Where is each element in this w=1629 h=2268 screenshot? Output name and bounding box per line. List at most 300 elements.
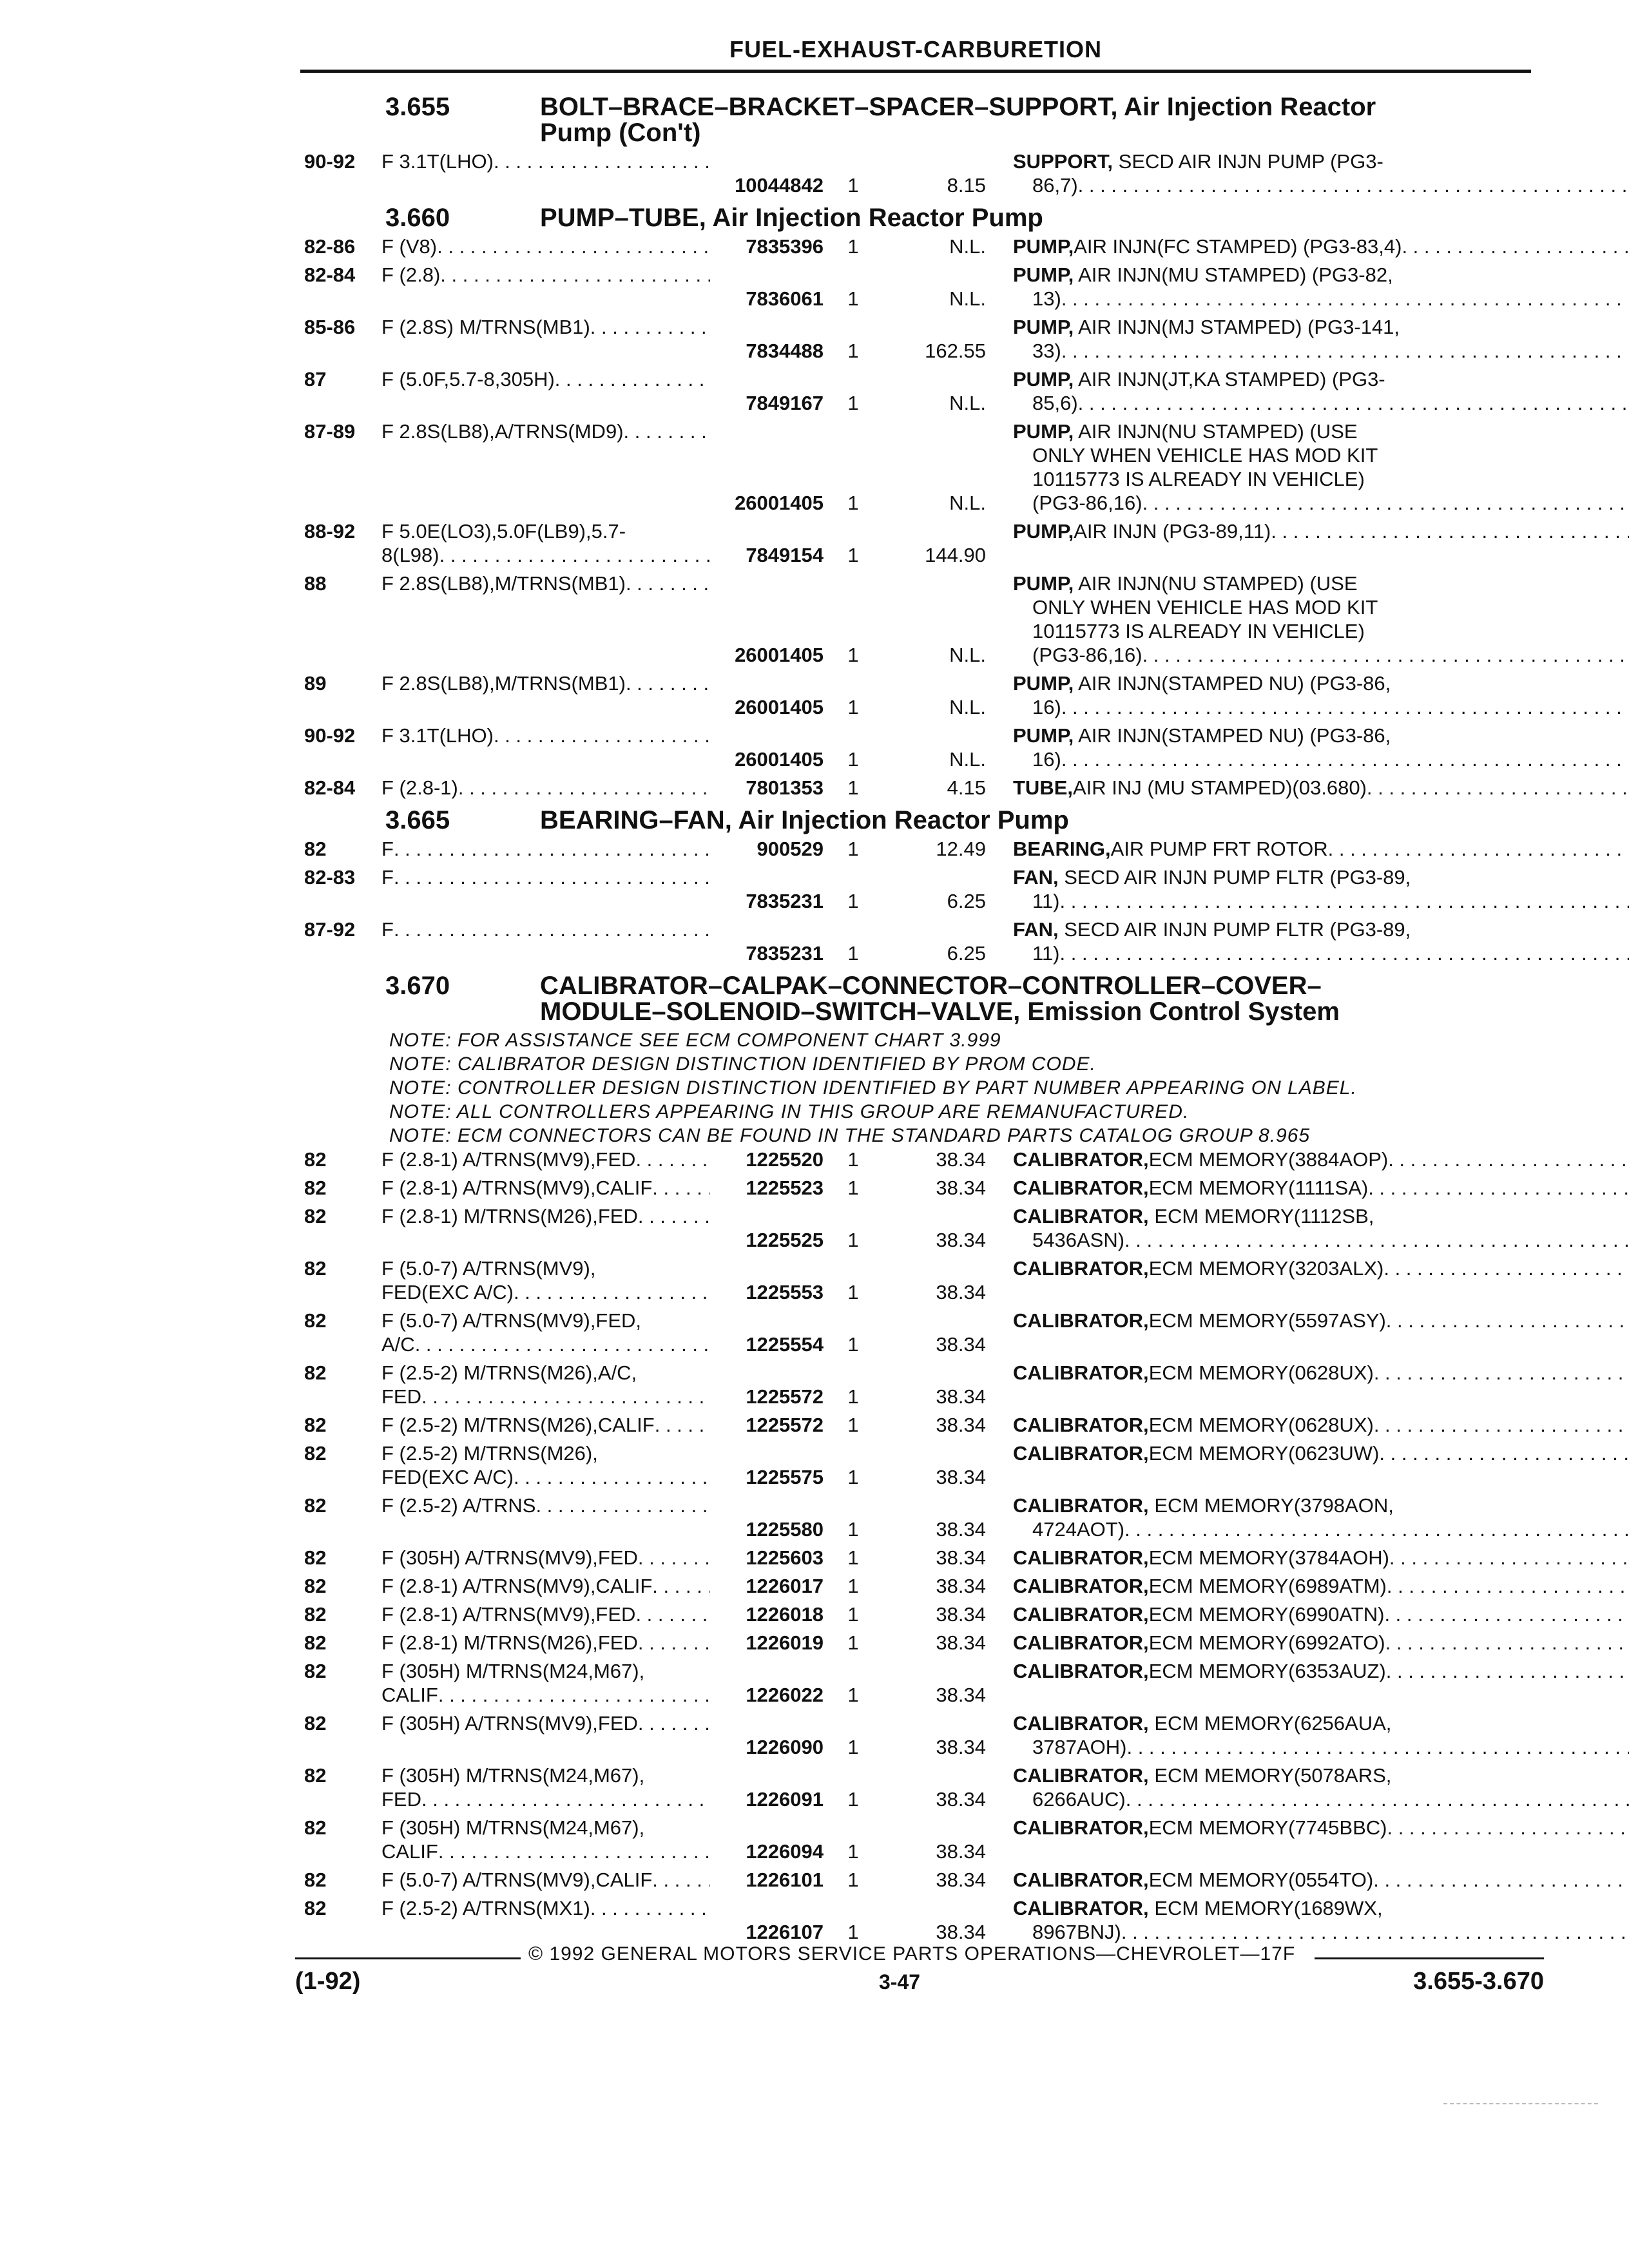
parts-row [304, 1494, 1528, 1541]
model-years: 82 [304, 1546, 327, 1569]
dot-leader [1124, 1228, 1629, 1252]
part-name [986, 1204, 1629, 1252]
quantity: 1 [847, 235, 859, 258]
part-name-text: 33) [1032, 340, 1061, 362]
part-name-line [1013, 339, 1629, 363]
model-years: 82 [304, 1603, 327, 1626]
model-years: 82 [304, 1631, 327, 1654]
application-description [381, 1602, 710, 1626]
quantity: 1 [847, 696, 859, 718]
parts-row [304, 1711, 1528, 1759]
part-name-line [1013, 889, 1629, 913]
part-name [986, 1631, 1629, 1655]
dot-leader [1379, 1441, 1629, 1465]
model-years: 89 [304, 672, 327, 695]
part-number: 26001405 [735, 748, 824, 771]
description-text: FED(EXC A/C) [381, 1281, 514, 1303]
part-number: 7836061 [746, 287, 824, 310]
part-name-text: 3787AOH) [1032, 1736, 1127, 1758]
description-text: CALIF [381, 1840, 438, 1863]
part-name-keyword: CALIBRATOR, [1013, 1257, 1149, 1280]
quantity: 1 [847, 1840, 859, 1863]
model-years: 82-86 [304, 235, 356, 258]
application-description [381, 1631, 710, 1655]
model-years: 87-92 [304, 918, 356, 941]
part-number: 26001405 [735, 644, 824, 666]
part-name-text: AIR INJN(MJ STAMPED) (PG3-141, [1078, 316, 1400, 338]
price: 38.34 [936, 1869, 986, 1891]
application-description [381, 671, 710, 719]
model-years: 82 [304, 1442, 327, 1465]
description-text: F [381, 918, 394, 941]
part-name [986, 1546, 1629, 1570]
model-years: 82 [304, 1869, 327, 1891]
part-name-text: ONLY WHEN VEHICLE HAS MOD KIT [1032, 596, 1378, 619]
part-name-text: AIR INJN(FC STAMPED) (PG3-83,4) [1074, 235, 1402, 258]
description-line [381, 1546, 710, 1570]
dot-leader [652, 1868, 710, 1892]
dot-leader [1388, 1148, 1629, 1171]
quantity: 1 [847, 1333, 859, 1356]
dot-leader [1060, 941, 1629, 965]
description-line [381, 263, 710, 287]
price: 12.49 [936, 838, 986, 860]
price: N.L. [949, 644, 986, 666]
part-name-keyword: PUMP, [1013, 316, 1074, 338]
application-description [381, 572, 710, 667]
description-line [381, 1148, 710, 1171]
parts-row [304, 1441, 1528, 1489]
part-name-line [1013, 1735, 1629, 1759]
price: N.L. [949, 287, 986, 310]
price: 38.34 [936, 1631, 986, 1654]
section-title-line: Pump (Con't) [540, 119, 701, 147]
dot-leader [624, 419, 710, 443]
quantity: 1 [847, 1546, 859, 1569]
part-number: 1226094 [746, 1840, 824, 1863]
part-number: 1225580 [746, 1518, 824, 1541]
description-line [381, 1683, 710, 1707]
part-name [986, 419, 1629, 515]
description-text: 8(L98) [381, 544, 439, 566]
part-name-text: ECM MEMORY(6989ATM) [1148, 1575, 1387, 1597]
part-name [986, 1494, 1629, 1541]
part-name-keyword: CALIBRATOR, [1013, 1712, 1149, 1735]
description-line [381, 1280, 710, 1304]
part-number: 1226017 [746, 1575, 824, 1597]
part-name-line [1013, 1631, 1629, 1655]
part-name [986, 1256, 1629, 1304]
dot-leader [1121, 1920, 1629, 1944]
part-number: 1225572 [746, 1385, 824, 1408]
description-text: F (2.8S) M/TRNS(MB1) [381, 316, 590, 338]
part-name-keyword: PUMP, [1013, 572, 1074, 595]
part-name-line [1013, 173, 1629, 197]
quantity: 1 [847, 492, 859, 514]
description-line [381, 1787, 710, 1811]
application-description [381, 1711, 710, 1759]
part-number: 1225523 [746, 1177, 824, 1199]
part-name [986, 1148, 1629, 1171]
part-name-line [1013, 1176, 1629, 1200]
dot-leader [638, 1546, 710, 1570]
part-name-keyword: PUMP, [1013, 264, 1074, 286]
description-line [381, 1176, 710, 1200]
section-title-line: CALIBRATOR–CALPAK–CONNECTOR–CONTROLLER–COVER– [540, 972, 1322, 1000]
part-name-line [1013, 1920, 1629, 1944]
price: 4.15 [947, 776, 986, 799]
quantity: 1 [847, 776, 859, 799]
quantity: 1 [847, 942, 859, 965]
dot-leader [421, 1787, 710, 1811]
description-line [381, 671, 710, 695]
quantity: 1 [847, 1414, 859, 1436]
application-description [381, 865, 710, 913]
description-text: FED [381, 1788, 421, 1811]
part-name-line [1013, 491, 1629, 515]
description-text: F 2.8S(LB8),M/TRNS(MB1) [381, 572, 626, 595]
application-description [381, 1309, 710, 1356]
dot-leader [590, 1896, 710, 1920]
part-name-line [1013, 865, 1629, 889]
quantity: 1 [847, 1466, 859, 1488]
description-text: F 3.1T(LHO) [381, 150, 494, 173]
description-line [381, 315, 710, 339]
application-description [381, 1413, 710, 1437]
description-text: A/C [381, 1333, 415, 1356]
footer-page-number: 3-47 [879, 1970, 921, 1994]
part-name-line [1013, 149, 1629, 173]
model-years: 82 [304, 1205, 327, 1227]
description-line: F 5.0E(LO3),5.0F(LB9),5.7- [381, 520, 626, 543]
part-number: 7835231 [746, 890, 824, 912]
price: N.L. [949, 235, 986, 258]
parts-row [304, 1148, 1528, 1171]
description-line: F (5.0-7) A/TRNS(MV9),FED, [381, 1309, 642, 1332]
price: N.L. [949, 392, 986, 414]
dot-leader [638, 1631, 710, 1655]
model-years: 82-84 [304, 776, 356, 799]
part-name-keyword: PUMP, [1013, 235, 1074, 258]
description-line [381, 1204, 710, 1228]
quantity: 1 [847, 748, 859, 771]
part-name [986, 572, 1629, 667]
part-name-line [1013, 1494, 1629, 1517]
part-number: 1225575 [746, 1466, 824, 1488]
description-text: F [381, 866, 394, 889]
parts-row [304, 776, 1528, 800]
part-name-line [1013, 747, 1629, 771]
description-text: F (5.0-7) A/TRNS(MV9),CALIF [381, 1869, 653, 1891]
model-years: 88-92 [304, 520, 356, 543]
price: 38.34 [936, 1466, 986, 1488]
application-description [381, 724, 710, 771]
section-heading [304, 205, 1528, 231]
dot-leader [494, 724, 710, 747]
part-number: 1226022 [746, 1684, 824, 1706]
description-text: F (305H) A/TRNS(MV9),FED [381, 1546, 638, 1569]
part-name-keyword: CALIBRATOR, [1013, 1442, 1149, 1465]
section-note: NOTE: ALL CONTROLLERS APPEARING IN THIS GROUP ARE REMANUFACTURED. [389, 1101, 1190, 1122]
application-description [381, 1256, 710, 1304]
part-name-keyword: PUMP, [1013, 724, 1074, 747]
parts-row [304, 1413, 1528, 1437]
part-name-keyword: CALIBRATOR, [1013, 1897, 1149, 1919]
application-description [381, 1204, 710, 1252]
model-years: 82 [304, 1660, 327, 1682]
part-name-line [1013, 918, 1629, 941]
quantity: 1 [847, 1631, 859, 1654]
dot-leader [438, 1840, 710, 1863]
description-line [381, 837, 710, 861]
description-text: F (2.8-1) A/TRNS(MV9),CALIF [381, 1177, 653, 1199]
part-name-text: 11) [1032, 890, 1060, 912]
price: 38.34 [936, 1385, 986, 1408]
part-name [986, 149, 1629, 197]
part-name-keyword: PUMP, [1013, 368, 1074, 390]
dot-leader [514, 1465, 710, 1489]
price: 38.34 [936, 1281, 986, 1303]
quantity: 1 [847, 1518, 859, 1541]
part-name-keyword: CALIBRATOR, [1013, 1869, 1149, 1891]
description-line [381, 149, 710, 173]
part-name-text: SECD AIR INJN PUMP FLTR (PG3-89, [1064, 866, 1411, 889]
part-name-text: AIR INJN(NU STAMPED) (USE [1078, 420, 1358, 443]
part-name-text: ECM MEMORY(5597ASY) [1148, 1309, 1386, 1332]
dot-leader [555, 367, 710, 391]
section-note: NOTE: FOR ASSISTANCE SEE ECM COMPONENT CHART 3.999 [389, 1030, 1001, 1051]
part-name-text: 10115773 IS ALREADY IN VEHICLE) [1032, 620, 1365, 642]
part-name-keyword: BEARING, [1013, 838, 1111, 860]
model-years: 82 [304, 1816, 327, 1839]
part-name-text: ECM MEMORY(1112SB, [1154, 1205, 1374, 1227]
dot-leader [652, 1176, 710, 1200]
price: 38.34 [936, 1788, 986, 1811]
part-name-text: ECM MEMORY(6256AUA, [1154, 1712, 1392, 1735]
part-name-text: SECD AIR INJN PUMP (PG3- [1118, 150, 1383, 173]
scan-mark [1443, 2103, 1598, 2104]
price: N.L. [949, 748, 986, 771]
description-line [381, 1711, 710, 1735]
part-number: 1225525 [746, 1229, 824, 1251]
dot-leader [626, 671, 710, 695]
part-number: 7801353 [746, 776, 824, 799]
part-name-text: 10115773 IS ALREADY IN VEHICLE) [1032, 468, 1365, 490]
quantity: 1 [847, 1736, 859, 1758]
model-years: 82 [304, 1361, 327, 1384]
model-years: 82 [304, 1257, 327, 1280]
part-number: 7849154 [746, 544, 824, 566]
section-heading [304, 807, 1528, 833]
part-name-keyword: CALIBRATOR, [1013, 1309, 1149, 1332]
part-name-line [1013, 1546, 1629, 1570]
model-years: 87 [304, 368, 327, 390]
quantity: 1 [847, 174, 859, 197]
application-description [381, 1361, 710, 1408]
part-name-line [1013, 1204, 1629, 1228]
dot-leader [1061, 339, 1629, 363]
dot-leader [394, 837, 710, 861]
parts-row [304, 1574, 1528, 1598]
section-title [540, 807, 1528, 833]
part-name [986, 1868, 1629, 1892]
description-line [381, 572, 710, 595]
dot-leader [635, 1148, 710, 1171]
footer-date: (1-92) [295, 1968, 361, 1995]
dot-leader [626, 572, 710, 595]
application-description [381, 1868, 710, 1892]
description-text: F 2.8S(LB8),A/TRNS(MD9) [381, 420, 624, 443]
model-years: 87-89 [304, 420, 356, 443]
part-name-line [1013, 235, 1629, 258]
description-line [381, 367, 710, 391]
dot-leader [1142, 491, 1629, 515]
part-name [986, 519, 1629, 567]
section-heading [304, 973, 1528, 1024]
part-name [986, 1602, 1629, 1626]
part-number: 7849167 [746, 392, 824, 414]
quantity: 1 [847, 1229, 859, 1251]
quantity: 1 [847, 1788, 859, 1811]
part-name-line [1013, 776, 1629, 800]
application-description [381, 419, 710, 515]
part-name-keyword: PUMP, [1013, 672, 1074, 695]
part-name-line [1013, 1602, 1629, 1626]
application-description [381, 149, 710, 197]
description-text: CALIF [381, 1684, 438, 1706]
part-name-line [1013, 1148, 1629, 1171]
part-name [986, 1413, 1629, 1437]
parts-row [304, 837, 1528, 861]
part-name-keyword: CALIBRATOR, [1013, 1205, 1149, 1227]
parts-row [304, 572, 1528, 667]
description-line [381, 235, 710, 258]
section-note: NOTE: ECM CONNECTORS CAN BE FOUND IN THE STANDARD PARTS CATALOG GROUP 8.965 [389, 1125, 1311, 1146]
dot-leader [437, 235, 710, 258]
part-number: 7835231 [746, 942, 824, 965]
parts-row [304, 1659, 1528, 1707]
description-line: F (5.0-7) A/TRNS(MV9), [381, 1257, 596, 1280]
part-name [986, 1574, 1629, 1598]
description-text: F (2.5-2) A/TRNS [381, 1494, 536, 1517]
parts-row [304, 1763, 1528, 1811]
price: 38.34 [936, 1414, 986, 1436]
part-number: 1226019 [746, 1631, 824, 1654]
part-name [986, 1441, 1629, 1489]
dot-leader [635, 1602, 710, 1626]
part-number: 1225603 [746, 1546, 824, 1569]
dot-leader [1061, 287, 1629, 311]
description-text: F (2.8-1) [381, 776, 458, 799]
part-name [986, 1659, 1629, 1707]
part-name-keyword: CALIBRATOR, [1013, 1177, 1149, 1199]
part-name-text: 5436ASN) [1032, 1229, 1125, 1251]
part-name-line [1013, 724, 1629, 747]
part-name-text: 4724AOT) [1032, 1518, 1125, 1541]
section-number: 3.655 [385, 93, 450, 121]
part-name [986, 671, 1629, 719]
dot-leader [1368, 1176, 1629, 1200]
part-number: 7834488 [746, 340, 824, 362]
parts-row [304, 1602, 1528, 1626]
description-text: F (305H) A/TRNS(MV9),FED [381, 1712, 638, 1735]
price: 38.34 [936, 1229, 986, 1251]
dot-leader [394, 918, 710, 941]
dot-leader [1271, 519, 1629, 543]
parts-row [304, 315, 1528, 363]
dot-leader [458, 776, 710, 800]
page-header: FUEL-EXHAUST-CARBURETION [729, 36, 1102, 62]
part-name-line [1013, 1711, 1629, 1735]
section-title [540, 205, 1528, 231]
description-text: F [381, 838, 394, 860]
part-name-keyword: PUMP, [1013, 420, 1074, 443]
part-name-text: (PG3-86,16) [1032, 492, 1142, 514]
part-name-line [1013, 941, 1629, 965]
part-name-text: AIR INJN(STAMPED NU) (PG3-86, [1078, 724, 1391, 747]
part-name-text: ECM MEMORY(0628UX) [1148, 1414, 1374, 1436]
dot-leader [439, 543, 710, 567]
dot-leader [638, 1204, 710, 1228]
description-text: F (2.5-2) M/TRNS(M26),CALIF [381, 1414, 655, 1436]
part-number: 1226107 [746, 1921, 824, 1943]
parts-row [304, 1204, 1528, 1252]
parts-row [304, 1256, 1528, 1304]
application-description [381, 1176, 710, 1200]
description-line [381, 1840, 710, 1863]
part-name-text: AIR INJN (PG3-89,11) [1074, 520, 1271, 543]
price: 38.34 [936, 1148, 986, 1171]
dot-leader [1124, 1517, 1629, 1541]
model-years: 82 [304, 1712, 327, 1735]
application-description [381, 1816, 710, 1863]
part-name-keyword: CALIBRATOR, [1013, 1660, 1149, 1682]
model-years: 82 [304, 1494, 327, 1517]
quantity: 1 [847, 1281, 859, 1303]
part-name-line [1013, 1574, 1629, 1598]
dot-leader [1078, 391, 1629, 415]
description-text: F (5.0F,5.7-8,305H) [381, 368, 555, 390]
application-description [381, 235, 710, 258]
dot-leader [1402, 235, 1629, 258]
model-years: 90-92 [304, 724, 356, 747]
dot-leader [1385, 1631, 1629, 1655]
part-number: 1226018 [746, 1603, 824, 1626]
price: N.L. [949, 696, 986, 718]
dot-leader [415, 1332, 710, 1356]
description-text: F 3.1T(LHO) [381, 724, 494, 747]
part-name-text: ECM MEMORY(5078ARS, [1154, 1764, 1392, 1787]
description-line [381, 1896, 710, 1920]
part-name-line [1013, 263, 1629, 287]
price: 38.34 [936, 1840, 986, 1863]
part-name-keyword: FAN, [1013, 918, 1059, 941]
model-years: 88 [304, 572, 327, 595]
section-title [540, 973, 1528, 1024]
parts-row [304, 724, 1528, 771]
quantity: 1 [847, 1921, 859, 1943]
part-name-text: 6266AUC) [1032, 1788, 1126, 1811]
application-description [381, 1494, 710, 1541]
part-name-text: 13) [1032, 287, 1061, 310]
part-name-text: ECM MEMORY(0628UX) [1148, 1361, 1374, 1384]
description-line: F (305H) M/TRNS(M24,M67), [381, 1764, 645, 1787]
application-description [381, 1659, 710, 1707]
part-name-line [1013, 1517, 1629, 1541]
dot-leader [440, 263, 710, 287]
dot-leader [1387, 1816, 1629, 1840]
dot-leader [1386, 1309, 1629, 1332]
